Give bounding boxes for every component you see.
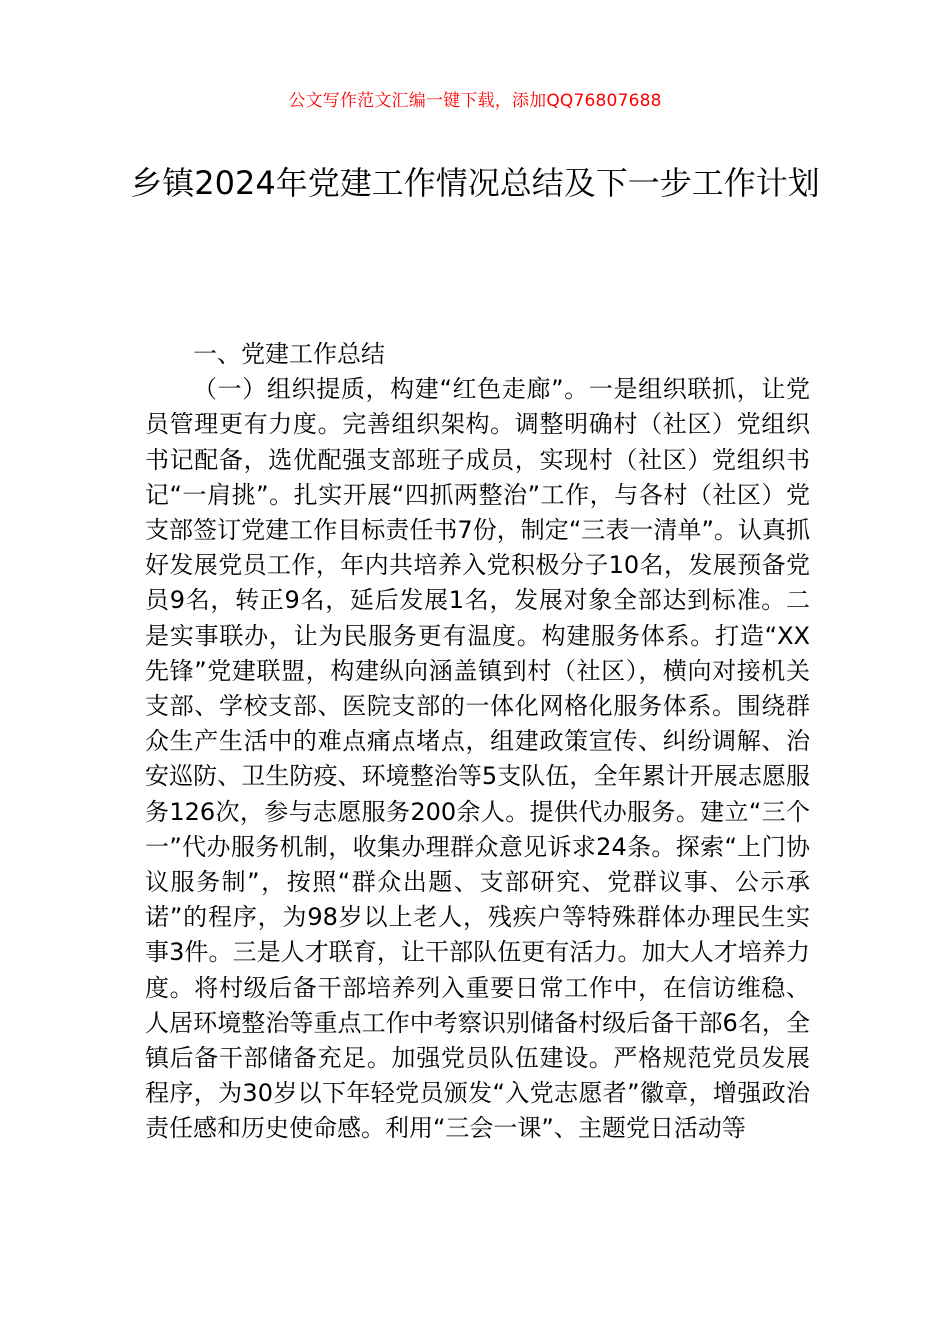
download-banner: 公文写作范文汇编一键下载，添加QQ76807688 xyxy=(288,91,662,111)
document-body xyxy=(145,337,810,1147)
section-heading: 一、党建工作总结 xyxy=(193,340,385,368)
document-title: 乡镇2024年党建工作情况总结及下一步工作计划 xyxy=(130,164,820,202)
body-paragraph: （一）组织提质，构建“红色走廊”。一是组织联抓，让党员管理更有力度。完善组织架构。调整明确村（社区）党组织书记配备，选优配强支部班子成员，实现村（社区）党组织书记“一肩挑”。扎实开展“四抓两整治”工作，与各村（社区）党支部签订党建工作目标责任书7份，制定“三表一清单”。认真抓好发展党员工作，年内共培养入党积极分子10名，发展预备党员9名，转正9名，延后发展1名，发展对象全部达到标准。二是实事联办，让为民服务更有温度。构建服务体系。打造“XX先锋”党建联盟，构建纵向涵盖镇到村（社区），横向对接机关支部、学校支部、医院支部的一体化网格化服务体系。围绕群众生产生活中的难点痛点堵点，组建政策宣传、纠纷调解、治安巡防、卫生防疫、环境整治等5支队伍，全年累计开展志愿服务126次，参与志愿服务200余人。提供代办服务。建立“三个一”代办服务机制，收集办理群众意见诉求24条。探索“上门协议服务制”，按照“群众出题、支部研究、党群议事、公示承诺”的程序，为98岁以上老人，残疾户等特殊群体办理民生实事3件。三是人才联育，让干部队伍更有活力。加大人才培养力度。将村级后备干部培养列入重要日常工作中，在信访维稳、人居环境整治等重点工作中考察识别储备村级后备干部6名，全镇后备干部储备充足。加强党员队伍建设。严格规范党员发展程序，为30岁以下年轻党员颁发“入党志愿者”徽章，增强政治责任感和历史使命感。利用“三会一课”、主题党日活动等 xyxy=(145,375,810,1143)
